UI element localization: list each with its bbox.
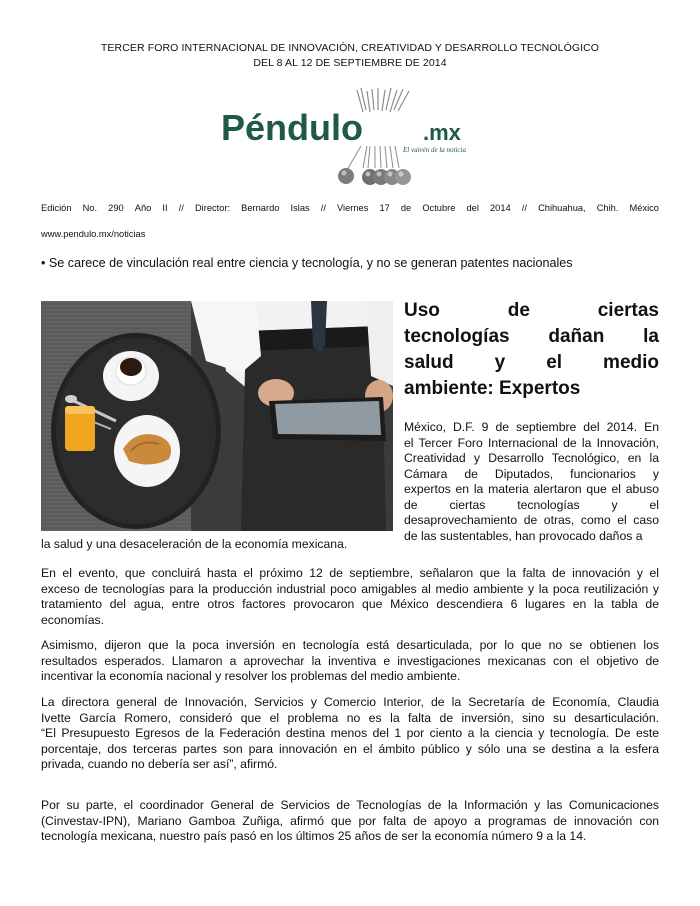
text-line: el Tercer Foro Internacional de la Innovación, (404, 435, 659, 450)
paragraph-2 (41, 638, 659, 685)
logo-tagline: El vaivén de la noticia (403, 146, 466, 154)
text-line: resultados esperados. Llamaron a aprovechar la inventiva e investigaciones mexicanas con el objetivo de (41, 653, 659, 668)
edition-info-item: México (629, 203, 659, 213)
article-subheading: • Se carece de vinculación real entre ciencia y tecnología, y no se generan patentes nacionales (41, 256, 573, 270)
logo-pendulum-balls (338, 168, 411, 185)
lead-paragraph-continuation: la salud y una desaceleración de la economía mexicana. (41, 537, 348, 551)
text-line: En el evento, que concluirá hasta el próximo 12 de septiembre, señalaron que la falta de innovación y el (41, 566, 659, 580)
paragraph-1 (41, 566, 659, 628)
edition-info-item: Viernes (337, 203, 369, 213)
text-line: expertos en la materia alertaron que el abuso (404, 482, 659, 496)
article-headline (404, 298, 659, 402)
edition-info-item: Director: (194, 203, 231, 213)
edition-info-item: 2014 (490, 203, 511, 213)
lead-paragraph (404, 420, 659, 544)
edition-info-item: Edición (41, 203, 72, 213)
text-line: de ciertas tecnologías y el (404, 497, 659, 512)
edition-info-item: Año (134, 203, 152, 213)
text-line: tratamiento del agua, entre otros factores provocaron que México descendiera 6 lugares en la tabla de (41, 597, 659, 611)
text-line: exceso de tecnologías para la producción industrial poco amigables al medio ambiente y la poca reutilización y (41, 581, 659, 596)
edition-info-item: Chihuahua, (538, 203, 586, 213)
pendulo-logo (215, 88, 485, 188)
edition-info-item: 290 (108, 203, 124, 213)
edition-info-item: Chih. (596, 203, 619, 213)
paragraph-4 (41, 798, 659, 845)
text-line: de las sustentables, han provocado daños a (404, 528, 643, 543)
edition-info-item: // (521, 203, 527, 213)
edition-info-item: Islas (290, 203, 310, 213)
text-line: México, D.F. 9 de septiembre del 2014. En (404, 420, 659, 434)
text-line: porcentaje, dos terceras partes son para innovación en el ámbito público y sólo una se destina a la esfera (41, 741, 659, 756)
headline-line: ambiente: Expertos (404, 378, 581, 399)
text-line: (Cinvestav-IPN), Mariano Gamboa Zuñiga, afirmó que por falta de apoyo a programas de innovación con (41, 813, 659, 828)
text-line: Cámara de Diputados, funcionarios y (404, 466, 659, 481)
text-line: economías. (41, 612, 105, 627)
forum-header (0, 41, 700, 71)
edition-info-line (41, 203, 659, 213)
edition-info-item: 17 (379, 203, 390, 213)
forum-title: TERCER FORO INTERNACIONAL DE INNOVACIÓN, CREATIVIDAD Y DESARROLLO TECNOLÓGICO (100, 42, 600, 54)
edition-info-item: II (162, 203, 168, 213)
text-line: La directora general de Innovación, Servicios y Comercio Interior, de la Secretaría de Economía, Claudia (41, 695, 659, 709)
logo-wordmark: Péndulo (221, 107, 363, 148)
headline-line: tecnologías dañan la (404, 326, 659, 347)
edition-info-item: No. (82, 203, 98, 213)
edition-info-item: de (400, 203, 412, 213)
text-line: desaprovechamiento de otras, como el caso (404, 513, 659, 527)
logo-strings (347, 146, 399, 170)
text-line: “El Presupuesto Egresos de la Federación destina menos del 1 por ciento a la ciencia y tecnología. De este (41, 726, 659, 740)
edition-info-item: // (320, 203, 326, 213)
edition-info-item: Octubre (422, 203, 456, 213)
edition-info-item: // (178, 203, 184, 213)
text-line: tecnología mexicana, nuestro país pasó en los últimos 25 años de ser la economía número 9 a la 14. (41, 829, 587, 843)
forum-dates: DEL 8 AL 12 DE SEPTIEMBRE DE 2014 (253, 57, 447, 69)
text-line: Asimismo, dijeron que la poca inversión en tecnología está desarticulada, por lo que no se obtienen los (41, 638, 659, 652)
text-line: Ivette García Romero, consideró que el problema no es la falta de inversión, sino su desarticulación. (41, 710, 659, 725)
website-url: www.pendulo.mx/noticias (41, 229, 146, 239)
text-line: Creatividad y Desarrollo Tecnológico, en la (404, 451, 659, 465)
logo-suffix: .mx (423, 120, 461, 145)
paragraph-3 (41, 695, 659, 773)
headline-line: Uso de ciertas (404, 300, 659, 321)
text-line: incentivar la economía nacional y resolver los problemas del medio ambiente. (41, 669, 461, 683)
headline-line: salud y el medio (404, 352, 659, 373)
logo-rays-top (357, 88, 409, 112)
text-line: Por su parte, el coordinador General de Servicios de Tecnologías de la Información y las Comunicaciones (41, 798, 659, 812)
text-line: privada, cuando no debería ser así”, afirmó. (41, 757, 278, 771)
article-photo (41, 301, 393, 531)
edition-info-item: del (466, 203, 479, 213)
edition-info-item: Bernardo (241, 203, 280, 213)
